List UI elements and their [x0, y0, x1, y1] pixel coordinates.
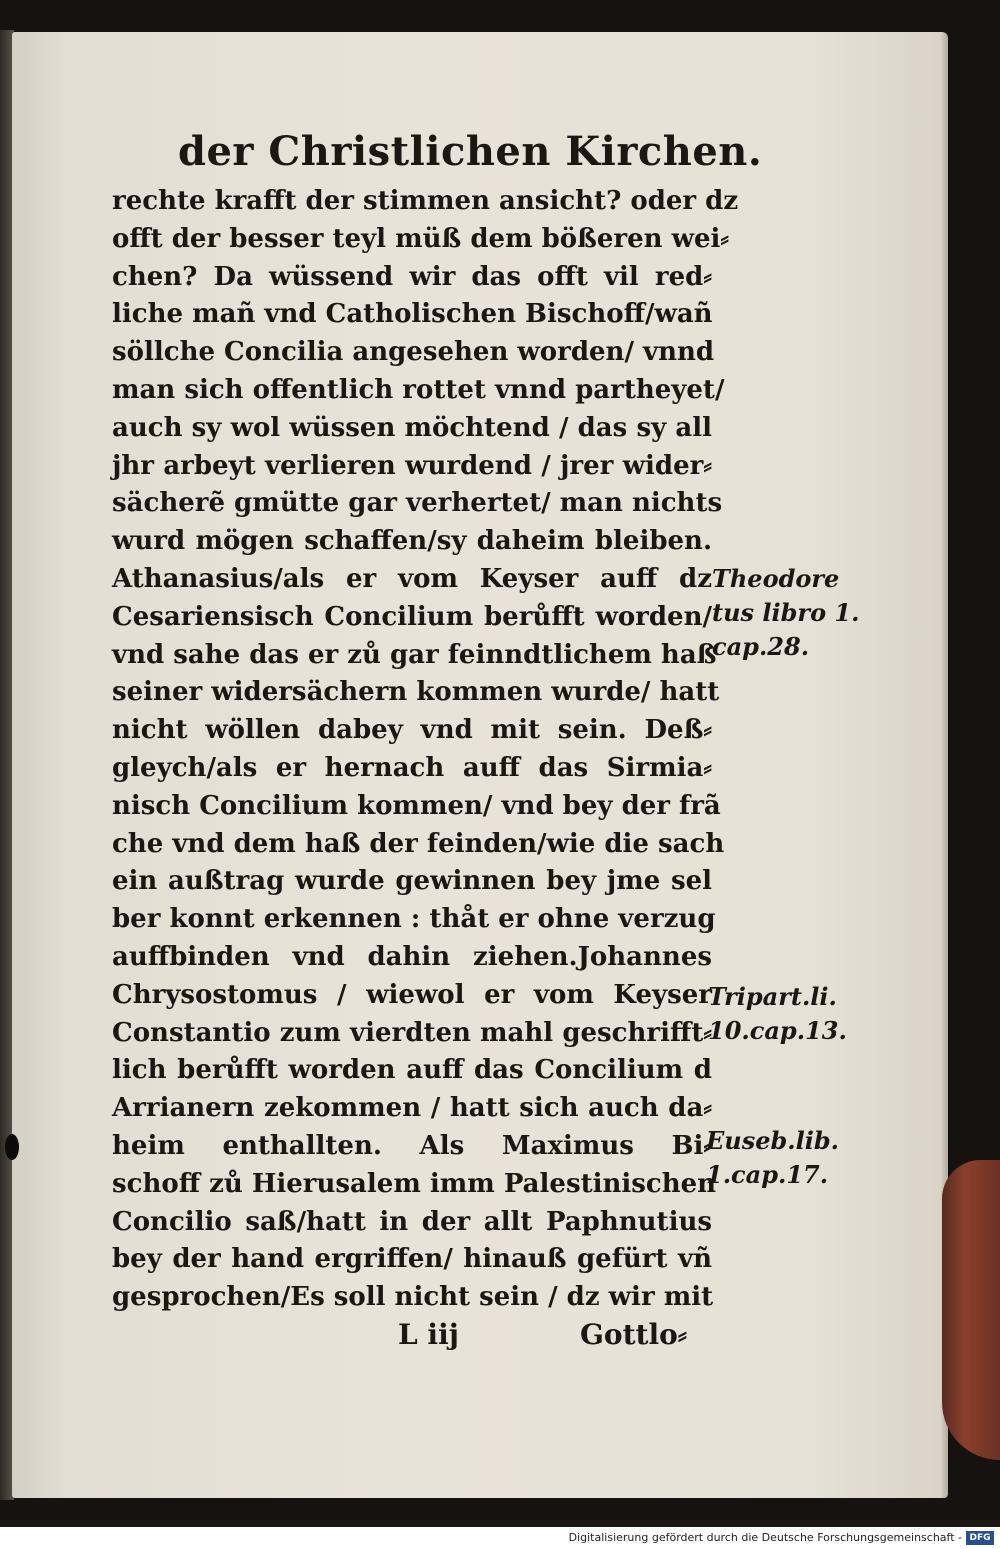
text-line: Cesariensisch Concilium berůfft worden/	[112, 601, 712, 632]
text-line: Constantio zum vierdten mahl geschrifft⸗	[112, 1017, 712, 1048]
text-line: heim enthallten. Als Maximus Bi⸗	[112, 1130, 712, 1161]
binding-hole	[5, 1134, 19, 1160]
signature-mark: L iij	[398, 1318, 459, 1351]
text-line: auffbinden vnd dahin ziehen.Johannes	[112, 941, 712, 972]
margin-note-tripartita: Tripart.li. 10.cap.13.	[708, 982, 847, 1045]
text-line: chen? Da wüssend wir das offt vil red⸗	[112, 261, 712, 292]
text-line: gesprochen/Es soll nicht sein / dz wir mit	[112, 1282, 714, 1313]
text-line: auch sy wol wüssen möchtend / das sy all	[112, 412, 712, 443]
running-head: der Christlichen Kirchen.	[178, 128, 763, 175]
text-line: sächerẽ gmütte gar verhertet/ man nichts	[112, 488, 723, 519]
text-line: Chrysostomus / wiewol er vom Keyser	[112, 979, 712, 1010]
text-line: nisch Concilium kommen/ vnd bey der frã	[112, 790, 721, 821]
holder-hand	[942, 1160, 1000, 1460]
body-text	[112, 183, 739, 1317]
text-line: bey der hand ergriffen/ hinauß gefürt vñ	[112, 1244, 712, 1275]
text-line: jhr arbeyt verlieren wurdend / jrer wider⸗	[112, 450, 712, 481]
text-line: man sich offentlich rottet vnnd partheyet/	[112, 374, 725, 405]
catchword: Gottlo⸗	[580, 1318, 688, 1351]
funding-credit: Digitalisierung gefördert durch die Deutsche Forschungsgemeinschaft -	[568, 1531, 962, 1544]
text-line: ein außtrag wurde gewinnen bey jme sel	[112, 866, 712, 897]
text-line: schoff zů Hierusalem imm Palestinischen	[112, 1168, 717, 1199]
text-line: offt der besser teyl müß dem bößeren wei⸗	[112, 223, 730, 254]
text-line: Arrianern zekommen / hatt sich auch da⸗	[112, 1093, 712, 1124]
margin-note-theodoretus: Theodore tus libro 1. cap.28.	[712, 564, 860, 661]
text-line: nicht wöllen dabey vnd mit sein. Deß⸗	[112, 715, 712, 746]
text-line: gleych/als er hernach auff das Sirmia⸗	[112, 752, 712, 783]
text-line: lich berůfft worden auff das Concilium d	[112, 1055, 712, 1086]
text-line: ber konnt erkennen : thåt er ohne verzug	[112, 904, 716, 935]
dfg-logo-icon: DFG	[966, 1531, 994, 1545]
text-line: rechte krafft der stimmen ansicht? oder dz	[112, 186, 739, 216]
margin-note-eusebius: Euseb.lib. 1.cap.17.	[706, 1126, 840, 1189]
text-line: söllche Concilia angesehen worden/ vnnd	[112, 337, 715, 368]
text-line: liche mañ vnd Catholischen Bischoff/wañ	[112, 299, 713, 330]
text-line: vnd sahe das er zů gar feinndtlichem haß	[112, 639, 717, 670]
text-line: wurd mögen schaffen/sy daheim bleiben.	[112, 526, 712, 557]
text-line: che vnd dem haß der feinden/wie die sach	[112, 828, 725, 859]
footer-bar	[0, 1527, 1000, 1549]
text-line: seiner widersächern kommen wurde/ hatt	[112, 677, 720, 708]
text-line: Concilio saß/hatt in der allt Paphnutius	[112, 1206, 712, 1237]
text-line: Athanasius/als er vom Keyser auff dz	[112, 563, 712, 594]
